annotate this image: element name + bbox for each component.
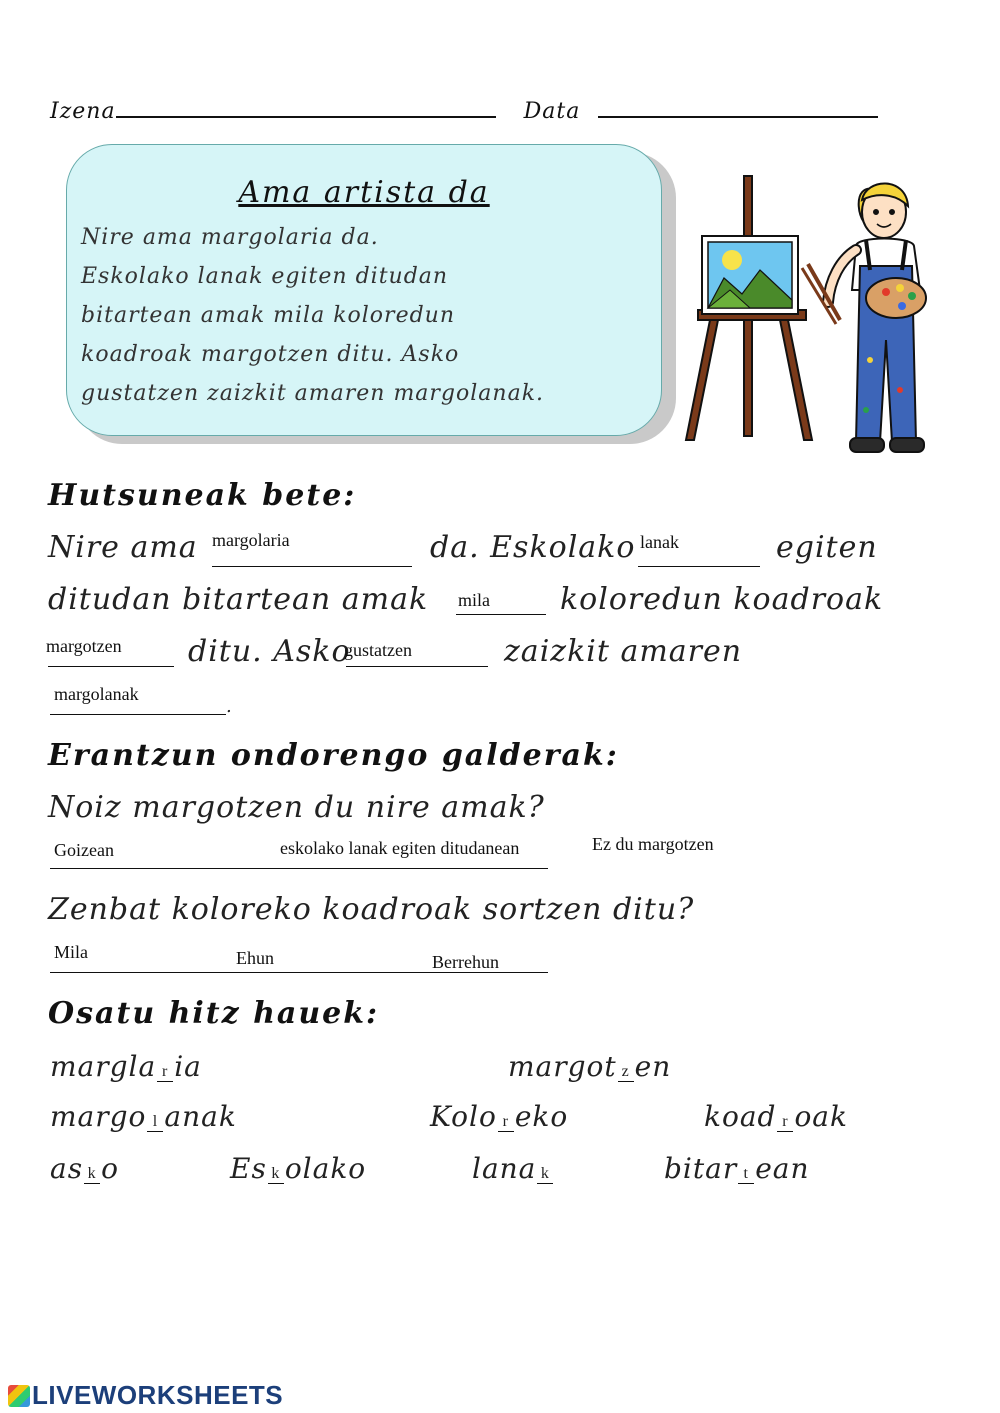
letter-input[interactable]: r (157, 1063, 173, 1082)
q1-answer-line[interactable] (50, 868, 548, 869)
letter-input[interactable]: z (618, 1063, 634, 1082)
word-item: lana k (472, 1152, 554, 1185)
fill-answer-3[interactable]: mila (458, 590, 490, 610)
fill-answer-2[interactable]: lanak (640, 532, 679, 552)
story-line: Eskolako lanak egiten ditudan (81, 264, 449, 289)
q1-option[interactable]: Ez du margotzen (592, 834, 714, 854)
letter-input[interactable]: t (738, 1165, 754, 1184)
question-1: Noiz margotzen du nire amak? (48, 790, 545, 825)
fill-text: Nire ama (48, 530, 198, 565)
fill-text: . (226, 696, 233, 717)
painter-illustration (680, 170, 950, 460)
fill-blank-1[interactable] (212, 566, 412, 567)
fill-text: ditu. Asko (188, 634, 351, 669)
q1-option[interactable]: Goizean (54, 840, 114, 860)
fill-answer-4[interactable]: margotzen (46, 636, 122, 656)
brand-text: LIVEWORKSHEETS (32, 1380, 284, 1410)
easel-icon (686, 176, 812, 440)
fill-blank-5[interactable] (346, 666, 488, 667)
liveworksheets-logo-icon (8, 1385, 30, 1407)
story-line: bitartean amak mila koloredun (81, 303, 456, 328)
fill-blanks-title: Hutsuneak bete: (48, 478, 357, 513)
word-item: bitar t ean (664, 1152, 810, 1185)
word-item: margo l anak (50, 1100, 237, 1133)
story-box (66, 144, 662, 436)
letter-input[interactable]: k (84, 1165, 100, 1184)
q2-option[interactable]: Ehun (236, 948, 274, 968)
word-item: Kolo r eko (430, 1100, 569, 1133)
word-item: as k o (50, 1152, 119, 1185)
liveworksheets-logo[interactable] (8, 1380, 283, 1411)
complete-words-title: Osatu hitz hauek: (48, 996, 380, 1031)
fill-blank-6[interactable] (50, 714, 226, 715)
story-title: Ama artista da (238, 175, 490, 210)
letter-input[interactable]: l (147, 1113, 163, 1132)
fill-blank-4[interactable] (48, 666, 174, 667)
question-2: Zenbat koloreko koadroak sortzen ditu? (48, 892, 695, 927)
fill-blank-2[interactable] (638, 566, 760, 567)
header-line (50, 98, 878, 124)
date-field[interactable] (598, 98, 878, 118)
fill-text: koloredun koadroak (560, 582, 884, 617)
painter-person-icon (802, 183, 926, 452)
fill-answer-1[interactable]: margolaria (212, 530, 290, 550)
fill-text: ditudan bitartean amak (48, 582, 429, 617)
letter-input[interactable]: r (498, 1113, 514, 1132)
word-item: koad r oak (704, 1100, 848, 1133)
story-line: koadroak margotzen ditu. Asko (81, 342, 460, 367)
story-line: Nire ama margolaria da. (81, 225, 379, 250)
name-label: Izena (50, 99, 116, 124)
fill-answer-6[interactable]: margolanak (54, 684, 139, 704)
fill-blank-3[interactable] (456, 614, 546, 615)
fill-text: egiten (776, 530, 878, 565)
fill-text: zaizkit amaren (504, 634, 743, 669)
letter-input[interactable]: r (777, 1113, 793, 1132)
name-field[interactable] (116, 98, 496, 118)
word-item: margot z en (508, 1050, 672, 1083)
word-item: Es k olako (230, 1152, 367, 1185)
story-line: gustatzen zaizkit amaren margolanak. (81, 381, 545, 406)
q2-option[interactable]: Mila (54, 942, 88, 962)
questions-title: Erantzun ondorengo galderak: (48, 738, 619, 773)
q1-option[interactable]: eskolako lanak egiten ditudanean (280, 838, 520, 858)
fill-text: da. Eskolako (430, 530, 636, 565)
fill-answer-5[interactable]: gustatzen (344, 640, 412, 660)
word-item: margla r ia (50, 1050, 202, 1083)
letter-input[interactable]: k (537, 1165, 553, 1184)
date-label: Data (523, 99, 581, 124)
q2-answer-line[interactable] (50, 972, 548, 973)
q2-option[interactable]: Berrehun (432, 952, 499, 972)
letter-input[interactable]: k (268, 1165, 284, 1184)
